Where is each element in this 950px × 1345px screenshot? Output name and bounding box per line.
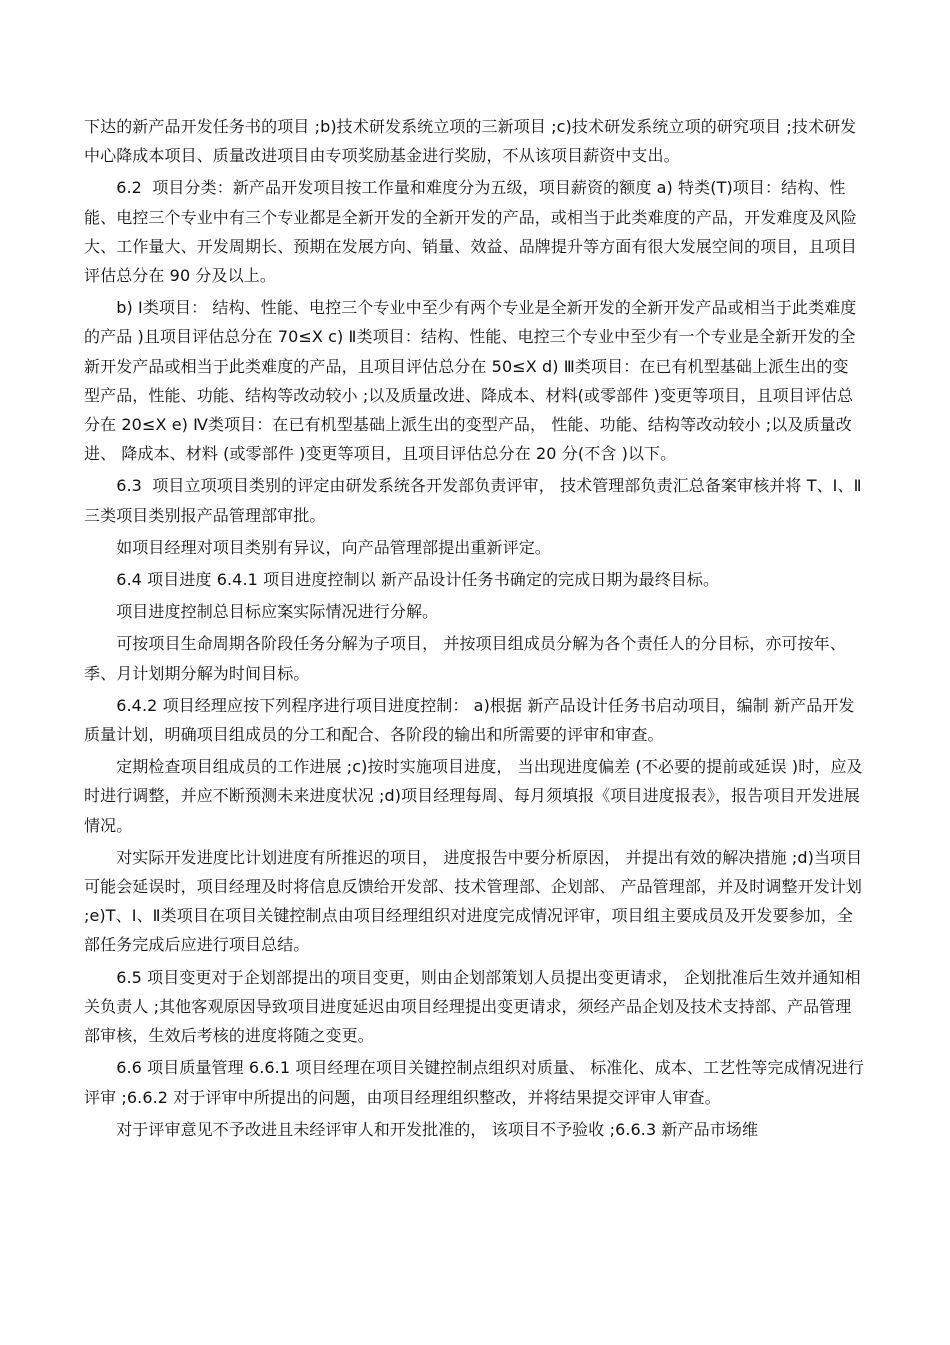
- paragraph-progress-decomposition: 项目进度控制总目标应案实际情况进行分解。: [84, 602, 439, 622]
- paragraph-change-6-5: 6.5 项目变更对于企划部提出的项目变更，则由企划部策划人员提出变更请求， 企划批准后生效并通知相关负责人 ;其他客观原因导致项目进度延迟由项目经理提出变更请求，须经产品企划及技术支持部、产品管理部审核，生效后考核的进度将随之变更。: [84, 967, 861, 1046]
- paragraph-periodic-check: 定期检查项目组成员的工作进展 ;c)按时实施项目进度， 当出现进度偏差 (不必要的提前或延误 )时，应及时进行调整，并应不断预测未来进度状况 ;d)项目经理每周、每月须填报《项目进度报表》，报告项目开发进展情况。: [84, 757, 863, 835]
- paragraph-funding-sources: 下达的新产品开发任务书的项目 ;b)技术研发系统立项的三新项目 ;c)技术研发系统立项的研究项目 ;技术研发中心降成本项目、质量改进项目由专项奖励基金进行奖励，不从该项目薪资中支出。: [84, 117, 857, 166]
- paragraph-approval-6-3: 6.3 项目立项项目类别的评定由研发系统各开发部负责评审， 技术管理部负责汇总备案审核并将 T、Ⅰ、Ⅱ三类项目类别报产品管理部审批。: [84, 476, 862, 525]
- paragraph-lifecycle-breakdown: 可按项目生命周期各阶段任务分解为子项目， 并按项目组成员分解为各个责任人的分目标，亦可按年、季、月计划期分解为时间目标。: [84, 634, 846, 683]
- paragraph-progress-6-4: 6.4 项目进度 6.4.1 项目进度控制以 新产品设计任务书确定的完成日期为最终目标。: [84, 570, 720, 590]
- document-body: [84, 112, 868, 1147]
- paragraph-delay-handling: 对实际开发进度比计划进度有所推迟的项目， 进度报告中要分析原因， 并提出有效的解决措施 ;d)当项目可能会延误时，项目经理及时将信息反馈给开发部、技术管理部、企划部、 产品管理部，并及时调整开发计划 ;e)T、Ⅰ、Ⅱ类项目在项目关键控制点由项目经理组织对进度完成情况评审，项目组主要成员及开发要参加，全部任务完成后应进行项目总结。: [84, 847, 868, 955]
- paragraph-quality-6-6: 6.6 项目质量管理 6.6.1 项目经理在项目关键控制点组织对质量、 标准化、成本、工艺性等完成情况进行评审 ;6.6.2 对于评审中所提出的问题，由项目经理组织整改，并将结果提交评审人审查。: [84, 1058, 865, 1107]
- paragraph-objection: 如项目经理对项目类别有异议，向产品管理部提出重新评定。: [84, 537, 551, 557]
- paragraph-review-acceptance: 对于评审意见不予改进且未经评审人和开发批准的， 该项目不予验收 ;6.6.3 新产品市场维: [84, 1119, 759, 1139]
- paragraph-progress-control-6-4-2: 6.4.2 项目经理应按下列程序进行项目进度控制： a)根据 新产品设计任务书启动项目，编制 新产品开发质量计划，明确项目组成员的分工和配合、各阶段的输出和所需要的评审和审查。: [84, 695, 855, 745]
- paragraph-class-definitions: b) Ⅰ类项目： 结构、性能、电控三个专业中至少有两个专业是全新开发的全新开发产品或相当于此类难度的产品 )且项目评估总分在 70≤X c) Ⅱ类项目：结构、性能、电控三个专业中至少有一个专业是全新开发的全新开发产品或相当于此类难度的产品，且项目评估总分在 50≤X d) Ⅲ类项目：在已有机型基础上派生出的变型产品，性能、功能、结构等改动较小 ;以及质量改进、降成本、材料(或零部件 )变更等项目，且项目评估总分在 20≤X e) Ⅳ类项目：在已有机型基础上派生出的变型产品， 性能、功能、结构等改动较小 ;以及质量改进、 降成本、材料 (或零部件 )变更等项目，且项目评估总分在 20 分(不含 )以下。: [84, 298, 857, 464]
- paragraph-project-classification: 6.2 项目分类：新产品开发项目按工作量和难度分为五级，项目薪资的额度 a) 特类(T)项目：结构、性能、电控三个专业中有三个专业都是全新开发的全新开发的产品，或相当于此类难度的产品，开发难度及风险大、工作量大、开发周期长、预期在发展方向、销量、效益、品牌提升等方面有很大发展空间的项目，且项目评估总分在 90 分及以上。: [84, 178, 857, 286]
